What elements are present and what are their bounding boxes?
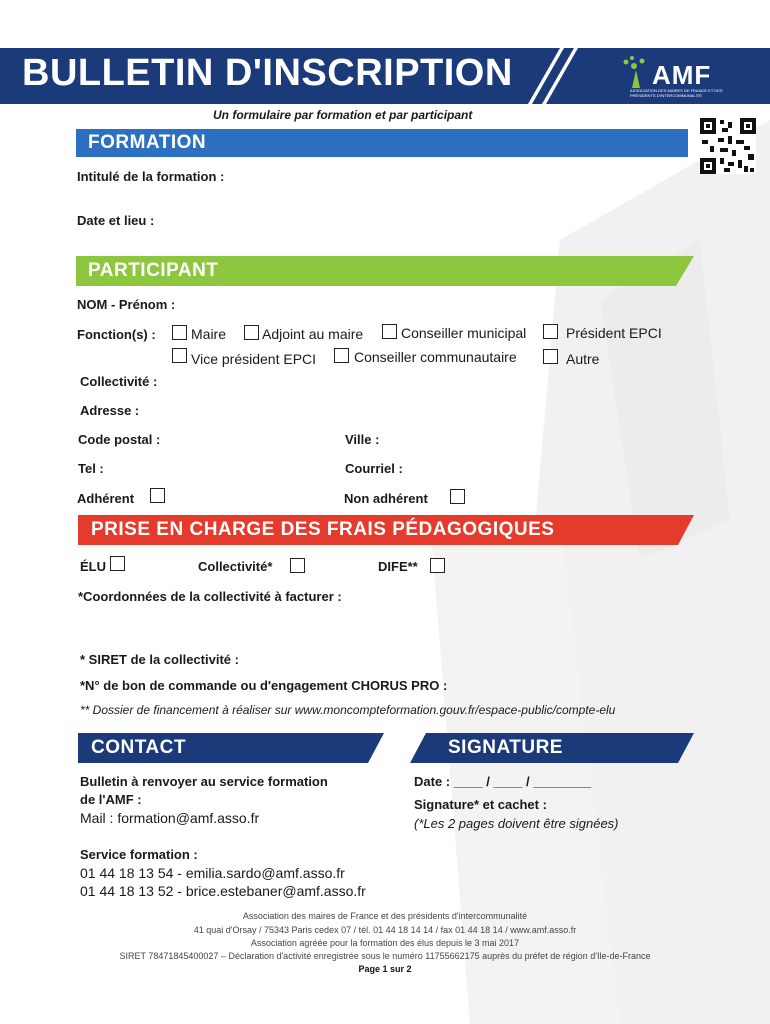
checkbox-dife[interactable] — [430, 558, 445, 573]
renvoyer-line1: Bulletin à renvoyer au service formation — [80, 774, 328, 789]
checkbox-non-adherent[interactable] — [450, 489, 465, 504]
option-adjoint-label: Adjoint au maire — [262, 326, 364, 342]
prise-en-charge-heading: PRISE EN CHARGE DES FRAIS PÉDAGOGIQUES — [91, 519, 555, 540]
collectivite-payer-label: Collectivité* — [198, 559, 273, 574]
checkbox-autre[interactable] — [543, 349, 558, 364]
signature-heading: SIGNATURE — [448, 737, 563, 758]
footer-line4: SIRET 78471845400027 – Déclaration d'activité enregistrée sous le numéro 11755662175 auprès du préfet de région d'Ile-de-France — [119, 951, 651, 961]
option-president-epci-label: Président EPCI — [566, 325, 662, 341]
option-maire-label: Maire — [191, 326, 227, 342]
page-title: BULLETIN D'INSCRIPTION — [22, 52, 513, 94]
checkbox-elu[interactable] — [110, 556, 125, 571]
date-lieu-label: Date et lieu : — [77, 213, 155, 228]
option-conseiller-communautaire-label: Conseiller communautaire — [354, 349, 517, 365]
footer-line1: Association des maires de France et des présidents d'intercommunalité — [242, 911, 528, 921]
page-number: Page 1 sur 2 — [358, 964, 412, 974]
dife-label: DIFE** — [378, 559, 418, 574]
service-formation-label: Service formation : — [80, 847, 198, 862]
signature-note: (*Les 2 pages doivent être signées) — [414, 816, 619, 831]
elu-label: ÉLU — [80, 559, 106, 574]
footer-line2: 41 quai d'Orsay / 75343 Paris cedex 07 / tél. 01 44 18 14 14 / fax 01 44 18 14 / www.amf.asso.fr — [193, 925, 577, 935]
nom-label: NOM - Prénom : — [77, 297, 176, 312]
checkbox-president-epci[interactable] — [543, 324, 558, 339]
bon-commande-label: *N° de bon de commande ou d'engagement CHORUS PRO : — [80, 678, 448, 693]
option-autre-label: Autre — [566, 351, 600, 367]
formation-heading: FORMATION — [88, 132, 207, 153]
logo-tagline: ASSOCIATION DES MAIRES DE FRANCE ET DES PRÉSIDENTS D'INTERCOMMUNALITÉ — [630, 88, 723, 98]
siret-label: * SIRET de la collectivité : — [80, 652, 239, 667]
fonction-label: Fonction(s) : — [77, 327, 156, 342]
footer-line3: Association agréée pour la formation des élus depuis le 3 mai 2017 — [250, 938, 520, 948]
code-postal-label: Code postal : — [78, 432, 161, 447]
logo-text: AMF — [652, 60, 712, 90]
checkbox-maire[interactable] — [172, 325, 187, 340]
checkbox-vice-president[interactable] — [172, 348, 187, 363]
adresse-label: Adresse : — [80, 403, 140, 418]
coordonnees-label: *Coordonnées de la collectivité à facturer : — [78, 589, 342, 604]
collectivite-label: Collectivité : — [80, 374, 158, 389]
checkbox-conseiller-communautaire[interactable] — [334, 348, 349, 363]
contact-phone2: 01 44 18 13 52 - brice.estebaner@amf.asso.fr — [80, 883, 366, 899]
adherent-label: Adhérent — [77, 491, 135, 506]
signature-label: Signature* et cachet : — [414, 797, 547, 812]
ville-label: Ville : — [345, 432, 380, 447]
option-vice-president-label: Vice président EPCI — [191, 351, 317, 367]
contact-phone1: 01 44 18 13 54 - emilia.sardo@amf.asso.fr — [80, 865, 345, 881]
option-conseiller-municipal-label: Conseiller municipal — [401, 325, 527, 341]
participant-heading: PARTICIPANT — [88, 260, 219, 281]
checkbox-adherent[interactable] — [150, 488, 165, 503]
intitule-label: Intitulé de la formation : — [77, 169, 225, 184]
qr-code-icon — [700, 118, 756, 174]
tel-label: Tel : — [78, 461, 104, 476]
courriel-label: Courriel : — [345, 461, 403, 476]
checkbox-collectivite[interactable] — [290, 558, 305, 573]
checkbox-conseiller-municipal[interactable] — [382, 324, 397, 339]
contact-mail: Mail : formation@amf.asso.fr — [80, 810, 260, 826]
signature-date-line: Date : ____ / ____ / ________ — [414, 774, 592, 789]
contact-heading: CONTACT — [91, 737, 186, 758]
non-adherent-label: Non adhérent — [344, 491, 428, 506]
renvoyer-line2: de l'AMF : — [80, 792, 142, 807]
dossier-note: ** Dossier de financement à réaliser sur www.moncompteformation.gouv.fr/espace-public/compte-elu — [80, 703, 616, 717]
checkbox-adjoint[interactable] — [244, 325, 259, 340]
subtitle: Un formulaire par formation et par participant — [213, 108, 473, 122]
